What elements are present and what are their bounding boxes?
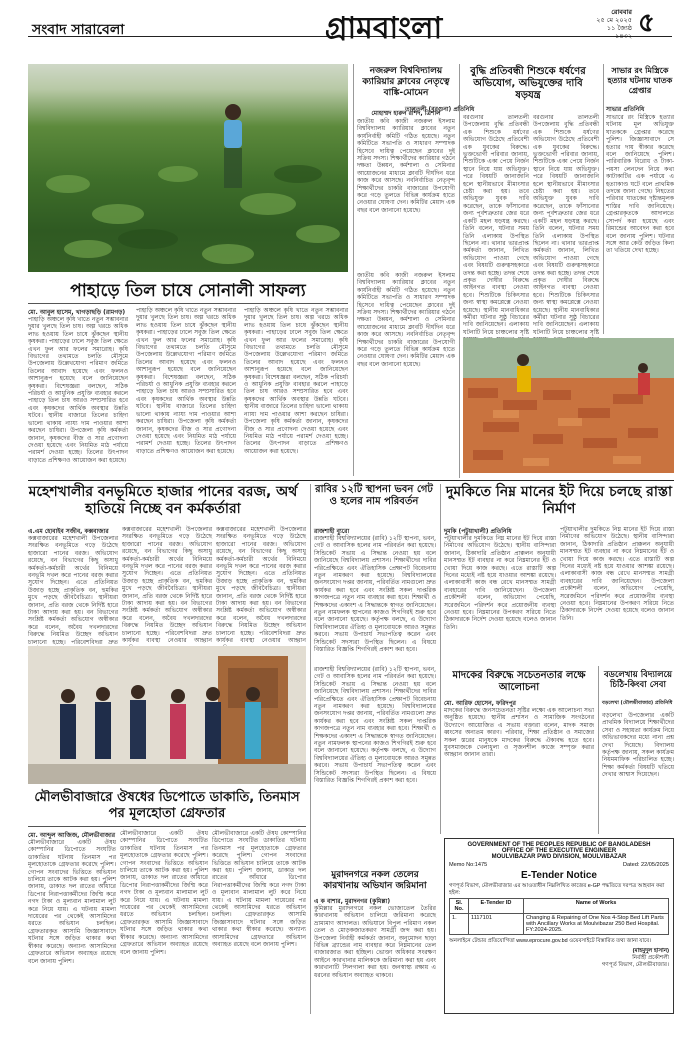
school-byline: বড়লেখা (মৌলভীবাজার) প্রতিনিধি xyxy=(602,700,673,706)
robbery-body-col3: মৌলভীবাজারে একটি ঔষধ কোম্পানির ডিপোতে সংঘটিত ডাকাতির ঘটনায় তিনমাস পর মূলহোতাকে গ্রেফতার করেছে পুলিশ। গোপন সংবাদের ভিত্তিতে অভিযান চালিয়ে তাকে আটক করা হয়। পুলিশ জানায়, ডাকাত দল রাতের আঁধারে ডিপোর নিরাপত্তাকর্মীদের জিম্মি করে নগদ টাকা ও মূল্যবান মালামাল লুট করে নিয়ে যায়। এ ঘটনায় মামলা দায়েরের পর থেকেই আসামিদের ধরতে অভিযান চলছিল। গ্রেফতারকৃত আসামি জিজ্ঞাসাবাদে ঘটনার সঙ্গে জড়িত থাকার কথা স্বীকার করেছে। অন্যান্য আসামিদের গ্রেফতারে অভিযান অব্যাহত রয়েছে বলে জানায় পুলিশ। xyxy=(212,830,306,949)
officer-figure-2 xyxy=(95,687,111,759)
tender-dept: MOULVIBAZAR PWD DIVISION, MOULVIBAZAR xyxy=(491,854,627,860)
brick-headline: দুমকিতে নিম্ন মানের ইট দিয়ে চলছে রাস্তা নির্মাণ xyxy=(445,484,673,517)
tender-signer: (মাহমুদুল হাসান) xyxy=(632,947,669,954)
col-tender-id: E-Tender ID xyxy=(469,899,524,914)
school-headline: বডলেখায় বিদ্যালয়ে চিঠি-কিংবা সেবা xyxy=(603,670,673,690)
rabi-body-col2: রাজশাহী বিশ্ববিদ্যালয়ের (রাবি) ১২টি স্থাপনা, ভবন, গেট ও আবাসিক হলের নাম পরিবর্তন করা হয়েছে। সিন্ডিকেট সভায় এ সিদ্ধান্ত নেওয়া হয় বলে জানিয়েছে বিশ্ববিদ্যালয় প্রশাসন। শিক্ষার্থীদের দাবির পরিপ্রেক্ষিতে এবং ঐতিহাসিক প্রেক্ষাপট বিবেচনায় নতুন নামকরণ করা হয়েছে। বিশ্ববিদ্যালয়ের জনসংযোগ দপ্তর জানায়, পরিবর্তিত নামগুলো দ্রুত কার্যকর করা হবে এবং সংশ্লিষ্ট সকল দাপ্তরিক কাগজপত্রে নতুন নাম ব্যবহার করা হবে। শিক্ষার্থী ও শিক্ষকদের একাংশ এ সিদ্ধান্তকে স্বাগত জানিয়েছেন। নতুন নামফলক স্থাপনের কাজও শিগগিরই শুরু হবে বলে জানানো হয়েছে। কর্তৃপক্ষ বলছে, এ উদ্যোগ বিশ্ববিদ্যালয়ের ঐতিহ্য ও মূল্যবোধকে আরও সমুন্নত করবে। সভায় উপাচার্য সভাপতিত্ব করেন এবং সিন্ডিকেট সদস্যরা উপস্থিত ছিলেন। এ বিষয়ে বিস্তারিত বিজ্ঞপ্তি শিগগিরই প্রকাশ করা হবে। xyxy=(314,666,436,785)
rabi-headline: রাবির ১২টি স্থাপনা ভবন গেট ও হলের নাম পরিবর্তন xyxy=(315,484,433,507)
oil-headline: মুরাদনগরে নকল তেলের কারখানায় অভিযান জরিমানা xyxy=(323,870,427,891)
betel-body-col1: কক্সবাজারের মহেশখালী উপজেলার সংরক্ষিত বনভূমিতে গড়ে উঠেছে হাজারো পানের বরজ। অভিযোগ রয়েছে, বন বিভাগের কিছু অসাধু কর্মকর্তা-কর্মচারী অর্থের বিনিময়ে বনভূমি দখল করে পানের বরজ করার সুযোগ দিচ্ছেন। এতে প্রতিনিয়ত উজাড় হচ্ছে প্রাকৃতিক বন, হুমকির মুখে পড়ছে জীববৈচিত্র্য। স্থানীয়রা জানান, প্রতি বরজ থেকে নির্দিষ্ট হারে টাকা আদায় করা হয়। বন বিভাগের সংশ্লিষ্ট কর্মকর্তা অভিযোগ অস্বীকার করে বলেন, অবৈধ দখলদারদের বিরুদ্ধে নিয়মিত উচ্ছেদ অভিযান চালানো হচ্ছে। পরিবেশবিদরা দ্রুত xyxy=(28,535,118,646)
officer-figure-4 xyxy=(205,687,221,759)
row-sl: 1. xyxy=(450,914,469,935)
rabi-byline: রাজশাহী ব্যুরো xyxy=(314,528,350,535)
tender-header-row xyxy=(450,899,669,914)
officer-figure-3 xyxy=(130,685,146,759)
sesame-body-col2: পাহাড়ি অঞ্চলে কৃষি খাতে নতুন সম্ভাবনার দুয়ার খুলছে তিল চাষ। অল্প খরচে অধিক লাভ হওয়ায় তিল চাষে ঝুঁকছেন স্থানীয় কৃষকরা। পাহাড়ের ঢালে সবুজ তিল ক্ষেতে এখন ফুল আর ফলের সমারোহ। কৃষি বিভাগের তথ্যমতে চলতি মৌসুমে উপজেলায় উল্লেখযোগ্য পরিমাণ জমিতে তিলের আবাদ হয়েছে এবং ফলনও আশানুরূপ হয়েছে বলে জানিয়েছেন কৃষকরা। বিশেষজ্ঞরা বলছেন, সঠিক পরিচর্যা ও আধুনিক প্রযুক্তি ব্যবহার করলে পাহাড়ে তিল চাষ আরও সম্প্রসারিত হবে এবং কৃষকদের আর্থিক অবস্থার উন্নতি ঘটবে। স্থানীয় বাজারে তিলের চাহিদা ভালো থাকায় ন্যায্য দাম পাওয়ার আশা করছেন চাষিরা। উপজেলা কৃষি কর্মকর্তা জানান, কৃষকদের বীজ ও সার প্রণোদনা দেওয়া হয়েছে এবং নিয়মিত মাঠ পর্যায়ে পরামর্শ দেওয়া হচ্ছে। তিলের উৎপাদন বাড়াতে প্রশিক্ষণও আয়োজন করা হয়েছে। xyxy=(136,307,236,455)
drug-body: মাদকের বিরুদ্ধে জনসচেতনতা সৃষ্টির লক্ষ্যে এক আলোচনা সভা অনুষ্ঠিত হয়েছে। স্থানীয় প্রশাসন ও সামাজিক সংগঠনের উদ্যোগে আয়োজিত এ সভায় বক্তারা বলেন, মাদক সমাজ ধ্বংসের অন্যতম কারণ। পরিবার, শিক্ষা প্রতিষ্ঠান ও সমাজের সকল স্তরের মানুষকে মাদকের বিরুদ্ধে ঐক্যবদ্ধ হতে হবে। যুবসমাজকে খেলাধুলা ও সৃজনশীল কাজে সম্পৃক্ত করার আহ্বান জানান তারা। xyxy=(444,707,595,759)
murder-headline: সাভার রং মিস্ত্রিকে হত্যার ঘটনায় ঘাতক গ্রেপ্তার xyxy=(607,66,673,95)
farmer-figure xyxy=(224,104,242,188)
betel-body-col3: কক্সবাজারের মহেশখালী উপজেলার সংরক্ষিত বনভূমিতে গড়ে উঠেছে হাজারো পানের বরজ। অভিযোগ রয়েছে, বন বিভাগের কিছু অসাধু কর্মকর্তা-কর্মচারী অর্থের বিনিময়ে বনভূমি দখল করে পানের বরজ করার সুযোগ দিচ্ছেন। এতে প্রতিনিয়ত উজাড় হচ্ছে প্রাকৃতিক বন, হুমকির মুখে পড়ছে জীববৈচিত্র্য। স্থানীয়রা জানান, প্রতি বরজ থেকে নির্দিষ্ট হারে টাকা আদায় করা হয়। বন বিভাগের সংশ্লিষ্ট কর্মকর্তা অভিযোগ অস্বীকার করে বলেন, অবৈধ দখলদারদের বিরুদ্ধে নিয়মিত উচ্ছেদ অভিযান চালানো হচ্ছে। পরিবেশবিদরা দ্রুত কার্যকর ব্যবস্থা নেওয়ার আহ্বান xyxy=(216,526,306,645)
sesame-byline: মো. আবুল হাসেম, খাগড়াছড়ি (রামগড়) xyxy=(28,309,126,316)
page-number: ৫ xyxy=(638,8,655,38)
sesame-body-col3: পাহাড়ি অঞ্চলে কৃষি খাতে নতুন সম্ভাবনার দুয়ার খুলছে তিল চাষ। অল্প খরচে অধিক লাভ হওয়ায় তিল চাষে ঝুঁকছেন স্থানীয় কৃষকরা। পাহাড়ের ঢালে সবুজ তিল ক্ষেতে এখন ফুল আর ফলের সমারোহ। কৃষি বিভাগের তথ্যমতে চলতি মৌসুমে উপজেলায় উল্লেখযোগ্য পরিমাণ জমিতে তিলের আবাদ হয়েছে এবং ফলনও আশানুরূপ হয়েছে বলে জানিয়েছেন কৃষকরা। বিশেষজ্ঞরা বলছেন, সঠিক পরিচর্যা ও আধুনিক প্রযুক্তি ব্যবহার করলে পাহাড়ে তিল চাষ আরও সম্প্রসারিত হবে এবং কৃষকদের আর্থিক অবস্থার উন্নতি ঘটবে। স্থানীয় বাজারে তিলের চাহিদা ভালো থাকায় ন্যায্য দাম পাওয়ার আশা করছেন চাষিরা। উপজেলা কৃষি কর্মকর্তা জানান, কৃষকদের বীজ ও সার প্রণোদনা দেওয়া হয়েছে এবং নিয়মিত মাঠ পর্যায়ে পরামর্শ দেওয়া হচ্ছে। তিলের উৎপাদন বাড়াতে প্রশিক্ষণও আয়োজন করা হয়েছে। xyxy=(244,307,348,455)
brick-body-col2: পটুয়াখালীর দুমকিতে নিম্ন মানের ইট দিয়ে রাস্তা নির্মাণের অভিযোগ উঠেছে। স্থানীয় বাসিন্দারা জানান, ঠিকাদারি প্রতিষ্ঠান প্রাক্কলন অনুযায়ী মানসম্মত ইট ব্যবহার না করে নিম্নমানের ইট ও খোয়া দিয়ে কাজ করছে। এতে রাস্তাটি অল্প দিনের মধ্যেই নষ্ট হয়ে যাওয়ার আশঙ্কা রয়েছে। এলাকাবাসী কাজ বন্ধ রেখে মানসম্মত সামগ্রী ব্যবহারের দাবি জানিয়েছেন। উপজেলা প্রকৌশলী বলেন, অভিযোগ পেয়েছি, সরেজমিনে পরিদর্শন করে প্রয়োজনীয় ব্যবস্থা নেওয়া হবে। নিম্নমানের উপকরণ সরিয়ে নিতে ঠিকাদারকে নির্দেশ দেওয়া হয়েছে বলেও জানান তিনি। xyxy=(560,526,674,622)
tender-signer-title: নির্বাহী প্রকৌশলী xyxy=(632,954,669,961)
accused-figure xyxy=(170,689,186,759)
rape-body-col3: বরগুনার তালতলী উপজেলায় বুদ্ধি প্রতিবন্ধী এক শিশুকে ধর্ষণের অভিযোগ উঠেছে প্রতিবেশী এক যুবকের বিরুদ্ধে। ভুক্তভোগী পরিবার জানায়, শিশুটিকে একা পেয়ে নির্জন স্থানে নিয়ে যায় অভিযুক্ত। পরে বিষয়টি জানাজানি হলে স্থানীয়ভাবে মীমাংসার চেষ্টা করা হয়। তবে অভিযুক্ত যুবক দাবি করেছেন, তাকে ফাঁসানোর জন্য পূর্বশত্রুতার জের ধরে একটি মহল ষড়যন্ত্র করছে। তিনি বলেন, ঘটনার সময় তিনি এলাকায় উপস্থিত ছিলেন না। থানার ভারপ্রাপ্ত কর্মকর্তা জানান, লিখিত অভিযোগ পাওয়া গেছে এবং বিষয়টি গুরুত্বসহকারে তদন্ত করা হচ্ছে। তদন্ত শেষে প্রকৃত দোষীর বিরুদ্ধে আইনগত ব্যবস্থা নেওয়া হবে। শিশুটিকে চিকিৎসার জন্য স্বাস্থ্য কমপ্লেক্সে নেওয়া হয়েছে। স্থানীয় মানবাধিকার কর্মীরা ঘটনার সুষ্ঠু বিচারের দাবি জানিয়েছেন। এলাকায় ঘটনাটি নিয়ে চাঞ্চল্যের সৃষ্টি xyxy=(533,114,599,336)
club-byline: মোহাম্মদ হারুন রশিদ, ত্রিশাল xyxy=(371,110,441,117)
sesame-headline: পাহাড়ে তিল চাষে সোনালী সাফল্য xyxy=(70,281,306,301)
tender-signer-office: গণপূর্ত বিভাগ, মৌলভীবাজার। xyxy=(601,961,669,968)
date-bangla: ১১ জ্যৈষ্ঠ ১৪৩২ xyxy=(606,24,632,40)
sesame-field-photo xyxy=(28,64,348,272)
drug-byline: মো. আরিফ হোসেন, ফরিদপুর xyxy=(444,700,516,707)
betel-headline: মহেশখালীর বনভূমিতে হাজার পানের বরজ, অর্থ হাতিয়ে নিচ্ছে বন কর্মকর্তারা xyxy=(28,484,298,517)
arrest-photo xyxy=(28,646,306,784)
betel-byline: এ.এম হোবাইব সজীব, কক্সবাজার xyxy=(28,528,109,535)
brand-logo: সংবাদ সারাবেলা xyxy=(32,22,125,38)
oil-body: কুমিল্লার মুরাদনগরে নকল ভোজ্যতেল তৈরির কারখানায় অভিযান চালিয়ে জরিমানা করেছে ভ্রাম্যমাণ আদালত। অভিযানে বিপুল পরিমাণ নকল তেল ও মোড়কজাতকরণ সামগ্রী জব্দ করা হয়। উপজেলা নির্বাহী কর্মকর্তা জানান, অনুমোদন ছাড়া বিভিন্ন ব্র্যান্ডের নাম ব্যবহার করে নিম্নমানের তেল বাজারজাত করা হচ্ছিল। ভোক্তা অধিকার সংরক্ষণ আইনে কারখানার মালিককে জরিমানা করা হয় এবং কারখানাটি সিলগালা করা হয়। জনস্বাস্থ্য রক্ষায় এ ধরনের অভিযান অব্যাহত থাকবে। xyxy=(314,905,436,979)
weekday: রোববার xyxy=(611,8,632,16)
tender-title: E-Tender Notice xyxy=(521,870,597,881)
tender-memo: Memo No:1475 xyxy=(449,862,488,868)
tender-date: Dated: 22/05/2025 xyxy=(622,862,669,868)
row-tender-id: 1117101 xyxy=(469,914,524,935)
club-body-cont: জাতীয় কবি কাজী নজরুল ইসলাম বিশ্ববিদ্যালয় ক্যারিয়ার ক্লাবের নতুন কার্যনির্বাহী কমিটি গঠিত হয়েছে। নতুন কমিটিতে সভাপতি ও সাধারণ সম্পাদক হিসেবে দায়িত্ব পেয়েছেন ক্লাবের দুই সক্রিয় সদস্য। শিক্ষার্থীদের ক্যারিয়ার গঠনে দক্ষতা উন্নয়ন, কর্মশালা ও সেমিনার আয়োজনের মাধ্যমে ক্লাবটি দীর্ঘদিন ধরে কাজ করে আসছে। নবনির্বাচিত নেতৃবৃন্দ শিক্ষার্থীদের চাকরি বাজারের উপযোগী করে গড়ে তুলতে বিভিন্ন কার্যক্রম হাতে নেওয়ার ঘোষণা দেন। কমিটির মেয়াদ এক বছর বলে জানানো হয়েছে। xyxy=(357,272,455,368)
brick-byline: দুমকি (পটুয়াখালী) প্রতিনিধি xyxy=(444,528,512,535)
worker-figure xyxy=(517,354,531,392)
tender-table xyxy=(449,898,669,935)
school-body: বড়লেখা উপজেলার একটি প্রাথমিক বিদ্যালয়ে শিক্ষার্থীদের সেবা ও সহায়তা কার্যক্রম নিয়ে অভিভাবকদের মধ্যে নানা প্রশ্ন দেখা দিয়েছে। বিদ্যালয় কর্তৃপক্ষ জানায়, সকল কার্যক্রম নিয়মমাফিক পরিচালিত হচ্ছে। শিক্ষা কর্মকর্তা বিষয়টি খতিয়ে দেখার আশ্বাস দিয়েছেন। xyxy=(602,712,674,779)
murder-body: সাভারে রং মিস্ত্রিকে হত্যার ঘটনায় মূল অভিযুক্ত ঘাতককে গ্রেপ্তার করেছে পুলিশ। জিজ্ঞাসাবাদে সে হত্যার দায় স্বীকার করেছে বলে জানিয়েছে পুলিশ। পারিবারিক বিরোধ ও টাকা-পয়সা লেনদেন নিয়ে কথা কাটাকাটির এক পর্যায়ে এ হত্যাকাণ্ড ঘটে বলে প্রাথমিক তদন্তে জানা গেছে। নিহতের পরিবার ঘাতকের দৃষ্টান্তমূলক শাস্তির দাবি জানিয়েছে। গ্রেপ্তারকৃতকে আদালতে সোপর্দ করা হয়েছে এবং রিমান্ডের আবেদন করা হবে বলে জানায় পুলিশ। ঘটনার সঙ্গে আর কেউ জড়িত কিনা তা খতিয়ে দেখা হচ্ছে। xyxy=(606,114,674,255)
oil-byline: এ ক বাশার, মুরাদনগর (কুমিল্লা) xyxy=(314,898,391,905)
betel-body-col2: কক্সবাজারের মহেশখালী উপজেলার সংরক্ষিত বনভূমিতে গড়ে উঠেছে হাজারো পানের বরজ। অভিযোগ রয়েছে, বন বিভাগের কিছু অসাধু কর্মকর্তা-কর্মচারী অর্থের বিনিময়ে বনভূমি দখল করে পানের বরজ করার সুযোগ দিচ্ছেন। এতে প্রতিনিয়ত উজাড় হচ্ছে প্রাকৃতিক বন, হুমকির মুখে পড়ছে জীববৈচিত্র্য। স্থানীয়রা জানান, প্রতি বরজ থেকে নির্দিষ্ট হারে টাকা আদায় করা হয়। বন বিভাগের সংশ্লিষ্ট কর্মকর্তা অভিযোগ অস্বীকার করে বলেন, অবৈধ দখলদারদের বিরুদ্ধে নিয়মিত উচ্ছেদ অভিযান চালানো হচ্ছে। পরিবেশবিদরা দ্রুত কার্যকর ব্যবস্থা নেওয়ার আহ্বান xyxy=(122,526,212,645)
robbery-byline: মো. আব্দুল আজিজ, মৌলভীবাজার xyxy=(28,832,116,839)
col-sl: Sl. No. xyxy=(450,899,469,914)
tender-gov: GOVERNMENT OF THE PEOPLES REPUBLIC OF BANGLADESH xyxy=(467,842,651,848)
brick-body-col1: পটুয়াখালীর দুমকিতে নিম্ন মানের ইট দিয়ে রাস্তা নির্মাণের অভিযোগ উঠেছে। স্থানীয় বাসিন্দারা জানান, ঠিকাদারি প্রতিষ্ঠান প্রাক্কলন অনুযায়ী মানসম্মত ইট ব্যবহার না করে নিম্নমানের ইট ও খোয়া দিয়ে কাজ করছে। এতে রাস্তাটি অল্প দিনের মধ্যেই নষ্ট হয়ে যাওয়ার আশঙ্কা রয়েছে। এলাকাবাসী কাজ বন্ধ রেখে মানসম্মত সামগ্রী ব্যবহারের দাবি জানিয়েছেন। উপজেলা প্রকৌশলী বলেন, অভিযোগ পেয়েছি, সরেজমিনে পরিদর্শন করে প্রয়োজনীয় ব্যবস্থা নেওয়া হবে। নিম্নমানের উপকরণ সরিয়ে নিতে ঠিকাদারকে নির্দেশ দেওয়া হয়েছে বলেও জানান তিনি। xyxy=(444,535,556,631)
robbery-headline: মৌলভীবাজারে ঔষধের ডিপোতে ডাকাতি, তিনমাস পর মূলহোতা গ্রেফতার xyxy=(34,790,300,821)
club-headline: নজরুল বিশ্ববিদ্যালয় ক্যারিয়ার ক্লাবের নেতৃত্বে বাঙ্কি-মোমেন xyxy=(362,66,450,98)
sesame-body-col1: পাহাড়ি অঞ্চলে কৃষি খাতে নতুন সম্ভাবনার দুয়ার খুলছে তিল চাষ। অল্প খরচে অধিক লাভ হওয়ায় তিল চাষে ঝুঁকছেন স্থানীয় কৃষকরা। পাহাড়ের ঢালে সবুজ তিল ক্ষেতে এখন ফুল আর ফলের সমারোহ। কৃষি বিভাগের তথ্যমতে চলতি মৌসুমে উপজেলায় উল্লেখযোগ্য পরিমাণ জমিতে তিলের আবাদ হয়েছে এবং ফলনও আশানুরূপ হয়েছে বলে জানিয়েছেন কৃষকরা। বিশেষজ্ঞরা বলছেন, সঠিক পরিচর্যা ও আধুনিক প্রযুক্তি ব্যবহার করলে পাহাড়ে তিল চাষ আরও সম্প্রসারিত হবে এবং কৃষকদের আর্থিক অবস্থার উন্নতি ঘটবে। স্থানীয় বাজারে তিলের চাহিদা ভালো থাকায় ন্যায্য দাম পাওয়ার আশা করছেন চাষিরা। উপজেলা কৃষি কর্মকর্তা জানান, কৃষকদের বীজ ও সার প্রণোদনা দেওয়া হয়েছে এবং নিয়মিত মাঠ পর্যায়ে পরামর্শ দেওয়া হচ্ছে। তিলের উৎপাদন বাড়াতে প্রশিক্ষণও আয়োজন করা হয়েছে। xyxy=(28,316,128,464)
date-box xyxy=(592,8,632,40)
rape-headline: বুদ্ধি প্রতিবন্ধী শিশুকে ধর্ষণের অভিযোগ, অভিযুক্তের দাবি ষড়যন্ত্র xyxy=(470,66,586,101)
bricks-photo xyxy=(463,338,674,473)
officer-figure-1 xyxy=(60,689,76,759)
tender-office: OFFICE OF THE EXECUTIVE ENGINEER xyxy=(501,848,617,854)
officer-figure-5 xyxy=(245,687,261,759)
tender-note: অনলাইনে টেন্ডার প্রতিযোগিতা www.eprocure.gov.bd ওয়েবসাইটে বিস্তারিত তথ্য জানা যাবে। xyxy=(449,938,652,945)
rape-byline: তালতলী (বরগুনা) প্রতিনিধি xyxy=(405,106,475,113)
date-gregorian: ২৫ মে ২০২৫ xyxy=(596,16,632,24)
row-name-of-works: Changing & Repairing of One Nos 4-Stop Bed Lift Parts with Ancillary Works at Moulvibazar 250 Bed Hospital. FY:2024-2025. xyxy=(524,914,669,935)
drug-headline: মাদকের বিরুদ্ধে সচেতনতার লক্ষে আলোচনা xyxy=(452,670,586,693)
robbery-body-col1: মৌলভীবাজারে একটি ঔষধ কোম্পানির ডিপোতে সংঘটিত ডাকাতির ঘটনায় তিনমাস পর মূলহোতাকে গ্রেফতার করেছে পুলিশ। গোপন সংবাদের ভিত্তিতে অভিযান চালিয়ে তাকে আটক করা হয়। পুলিশ জানায়, ডাকাত দল রাতের আঁধারে ডিপোর নিরাপত্তাকর্মীদের জিম্মি করে নগদ টাকা ও মূল্যবান মালামাল লুট করে নিয়ে যায়। এ ঘটনায় মামলা দায়েরের পর থেকেই আসামিদের ধরতে অভিযান চলছিল। গ্রেফতারকৃত আসামি জিজ্ঞাসাবাদে ঘটনার সঙ্গে জড়িত থাকার কথা স্বীকার করেছে। অন্যান্য আসামিদের গ্রেফতারে অভিযান অব্যাহত রয়েছে বলে জানায় পুলিশ। xyxy=(28,839,116,965)
tender-intro: গণপূর্ত বিভাগ, মৌলভীবাজার এর আওতাধীন নিম্নলিখিত কাজের e-GP পদ্ধতিতে দরপত্র আহবান করা হইল: xyxy=(449,883,665,896)
tender-notice xyxy=(444,838,674,1014)
col-name-of-works: Name of Works xyxy=(524,899,669,914)
section-title: গ্রামবাংলা xyxy=(325,11,443,46)
robbery-body-col2: মৌলভীবাজারে একটি ঔষধ কোম্পানির ডিপোতে সংঘটিত ডাকাতির ঘটনায় তিনমাস পর মূলহোতাকে গ্রেফতার করেছে পুলিশ। গোপন সংবাদের ভিত্তিতে অভিযান চালিয়ে তাকে আটক করা হয়। পুলিশ জানায়, ডাকাত দল রাতের আঁধারে ডিপোর নিরাপত্তাকর্মীদের জিম্মি করে নগদ টাকা ও মূল্যবান মালামাল লুট করে নিয়ে যায়। এ ঘটনায় মামলা দায়েরের পর থেকেই আসামিদের ধরতে অভিযান চলছিল। গ্রেফতারকৃত আসামি জিজ্ঞাসাবাদে ঘটনার সঙ্গে জড়িত থাকার কথা স্বীকার করেছে। অন্যান্য আসামিদের গ্রেফতারে অভিযান অব্যাহত রয়েছে বলে জানায় পুলিশ। xyxy=(120,830,208,956)
rape-body-col2: বরগুনার তালতলী উপজেলায় বুদ্ধি প্রতিবন্ধী এক শিশুকে ধর্ষণের অভিযোগ উঠেছে প্রতিবেশী এক যুবকের বিরুদ্ধে। ভুক্তভোগী পরিবার জানায়, শিশুটিকে একা পেয়ে নির্জন স্থানে নিয়ে যায় অভিযুক্ত। পরে বিষয়টি জানাজানি হলে স্থানীয়ভাবে মীমাংসার চেষ্টা করা হয়। তবে অভিযুক্ত যুবক দাবি করেছেন, তাকে ফাঁসানোর জন্য পূর্বশত্রুতার জের ধরে একটি মহল ষড়যন্ত্র করছে। তিনি বলেন, ঘটনার সময় তিনি এলাকায় উপস্থিত ছিলেন না। থানার ভারপ্রাপ্ত কর্মকর্তা জানান, লিখিত অভিযোগ পাওয়া গেছে এবং বিষয়টি গুরুত্বসহকারে তদন্ত করা হচ্ছে। তদন্ত শেষে প্রকৃত দোষীর বিরুদ্ধে আইনগত ব্যবস্থা নেওয়া হবে। শিশুটিকে চিকিৎসার জন্য স্বাস্থ্য কমপ্লেক্সে নেওয়া হয়েছে। স্থানীয় মানবাধিকার কর্মীরা ঘটনার সুষ্ঠু বিচারের দাবি জানিয়েছেন। এলাকায় ঘটনাটি নিয়ে চাঞ্চল্যের সৃষ্টি xyxy=(463,114,529,336)
rabi-body-col1: রাজশাহী বিশ্ববিদ্যালয়ের (রাবি) ১২টি স্থাপনা, ভবন, গেট ও আবাসিক হলের নাম পরিবর্তন করা হয়েছে। সিন্ডিকেট সভায় এ সিদ্ধান্ত নেওয়া হয় বলে জানিয়েছে বিশ্ববিদ্যালয় প্রশাসন। শিক্ষার্থীদের দাবির পরিপ্রেক্ষিতে এবং ঐতিহাসিক প্রেক্ষাপট বিবেচনায় নতুন নামকরণ করা হয়েছে। বিশ্ববিদ্যালয়ের জনসংযোগ দপ্তর জানায়, পরিবর্তিত নামগুলো দ্রুত কার্যকর করা হবে এবং সংশ্লিষ্ট সকল দাপ্তরিক কাগজপত্রে নতুন নাম ব্যবহার করা হবে। শিক্ষার্থী ও শিক্ষকদের একাংশ এ সিদ্ধান্তকে স্বাগত জানিয়েছেন। নতুন নামফলক স্থাপনের কাজও শিগগিরই শুরু হবে বলে জানানো হয়েছে। কর্তৃপক্ষ বলছে, এ উদ্যোগ বিশ্ববিদ্যালয়ের ঐতিহ্য ও মূল্যবোধকে আরও সমুন্নত করবে। সভায় উপাচার্য সভাপতিত্ব করেন এবং সিন্ডিকেট সদস্যরা উপস্থিত ছিলেন। এ বিষয়ে বিস্তারিত বিজ্ঞপ্তি শিগগিরই প্রকাশ করা হবে। xyxy=(314,535,436,654)
club-body: জাতীয় কবি কাজী নজরুল ইসলাম বিশ্ববিদ্যালয় ক্যারিয়ার ক্লাবের নতুন কার্যনির্বাহী কমিটি গঠিত হয়েছে। নতুন কমিটিতে সভাপতি ও সাধারণ সম্পাদক হিসেবে দায়িত্ব পেয়েছেন ক্লাবের দুই সক্রিয় সদস্য। শিক্ষার্থীদের ক্যারিয়ার গঠনে দক্ষতা উন্নয়ন, কর্মশালা ও সেমিনার আয়োজনের মাধ্যমে ক্লাবটি দীর্ঘদিন ধরে কাজ করে আসছে। নবনির্বাচিত নেতৃবৃন্দ শিক্ষার্থীদের চাকরি বাজারের উপযোগী করে গড়ে তুলতে বিভিন্ন কার্যক্রম হাতে নেওয়ার ঘোষণা দেন। কমিটির মেয়াদ এক বছর বলে জানানো হয়েছে। xyxy=(357,118,455,214)
tender-row xyxy=(450,914,669,935)
murder-byline: সাভার প্রতিনিধি xyxy=(606,106,645,113)
